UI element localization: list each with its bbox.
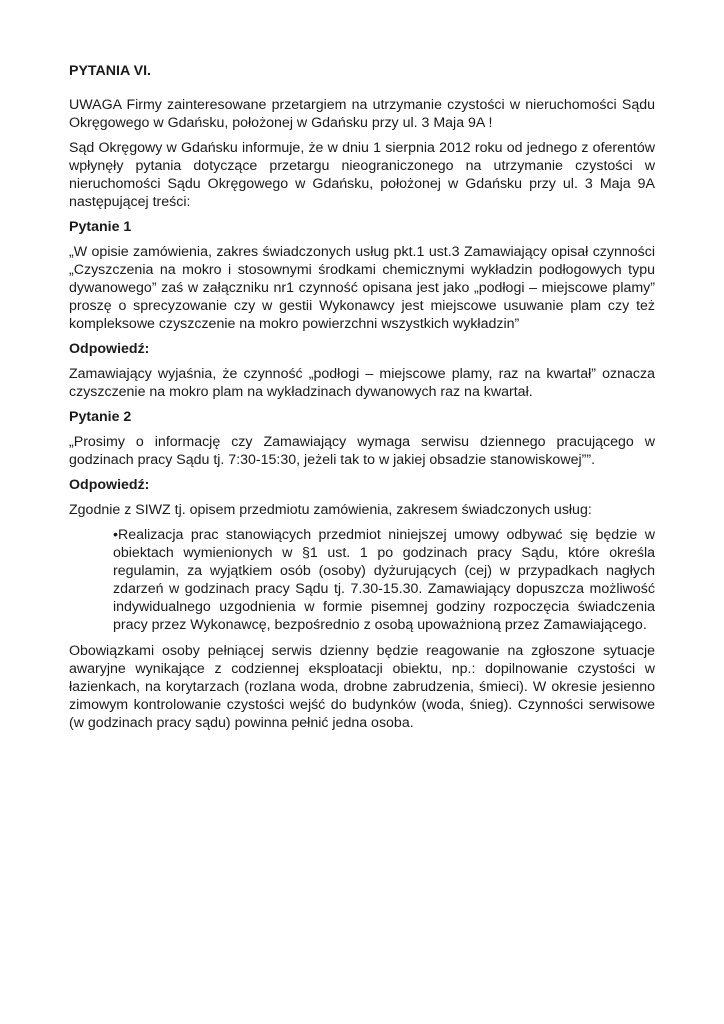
answer-2-heading: Odpowiedź:	[69, 477, 150, 493]
answer-2-bullet: •Realizacja prac stanowiących przedmiot niniejszej umowy odbywać się będzie w obiektach wymienionych w §1 ust. 1 po godzinach pracy Sądu, które określa regulamin, za wyjątkiem osób (osoby) dyżurujących (cej) w przypadkach nagłych zdarzeń w godzinach pracy Sądu tj. 7.30-15.30. Zamawiający dopuszcza możliwość indywidualnego uzgodnienia w formie pisemnej godziny rozpoczęcia świadczenia pracy przez Wykonawcę, bezpośrednio z osobą upoważnioną przez Zamawiającego.	[113, 527, 655, 633]
answer-1-text: Zamawiający wyjaśnia, że czynność „podłogi – miejscowe plamy, raz na kwartał” oznacza czyszczenie na mokro plam na wykładzinach dywanowych raz na kwartał.	[69, 366, 655, 400]
question-1-text: „W opisie zamówienia, zakres świadczonych usług pkt.1 ust.3 Zamawiający opisał czynności „Czyszczenia na mokro i stosownymi środkami chemicznymi wykładzin podłogowych typu dywanowego” zaś w załączniku nr1 czynność opisana jest jako „podłogi – miejscowe plamy” proszę o sprecyzowanie czy w gestii Wykonawcy jest miejscowe usuwanie plam czy też kompleksowe czyszczenie na mokro powierzchni wszystkich wykładzin”	[69, 244, 655, 332]
question-2-heading: Pytanie 2	[69, 409, 132, 425]
intro-paragraph: Sąd Okręgowy w Gdańsku informuje, że w dniu 1 sierpnia 2012 roku od jednego z oferentów wpłynęły pytania dotyczące przetargu nieograniczonego na utrzymanie czystości w nieruchomości Sądu Okręgowego w Gdańsku, położonej w Gdańsku przy ul. 3 Maja 9A następującej treści:	[69, 140, 655, 210]
question-2-text: „Prosimy o informację czy Zamawiający wymaga serwisu dziennego pracującego w godzinach pracy Sądu tj. 7:30-15:30, jeżeli tak to w jakiej obsadzie stanowiskowej””.	[69, 434, 655, 468]
answer-2-intro: Zgodnie z SIWZ tj. opisem przedmiotu zamówienia, zakresem świadczonych usług:	[69, 502, 592, 518]
question-1-heading: Pytanie 1	[69, 219, 132, 235]
document-page	[69, 62, 655, 739]
answer-2-closing: Obowiązkami osoby pełniącej serwis dzienny będzie reagowanie na zgłoszone sytuacje awaryjne wynikające z codziennej eksploatacji obiektu, np.: dopilnowanie czystości w łazienkach, na korytarzach (rozlana woda, drobne zabrudzenia, śmieci). W okresie jesienno zimowym kontrolowanie czystości wejść do budynków (woda, śnieg). Czynności serwisowe (w godzinach pracy sądu) powinna pełnić jedna osoba.	[69, 643, 655, 731]
answer-1-heading: Odpowiedź:	[69, 341, 150, 357]
notice-paragraph: UWAGA Firmy zainteresowane przetargiem na utrzymanie czystości w nieruchomości Sądu Okręgowego w Gdańsku, położonej w Gdańsku przy ul. 3 Maja 9A !	[69, 97, 655, 131]
document-title: PYTANIA VI.	[69, 63, 151, 79]
